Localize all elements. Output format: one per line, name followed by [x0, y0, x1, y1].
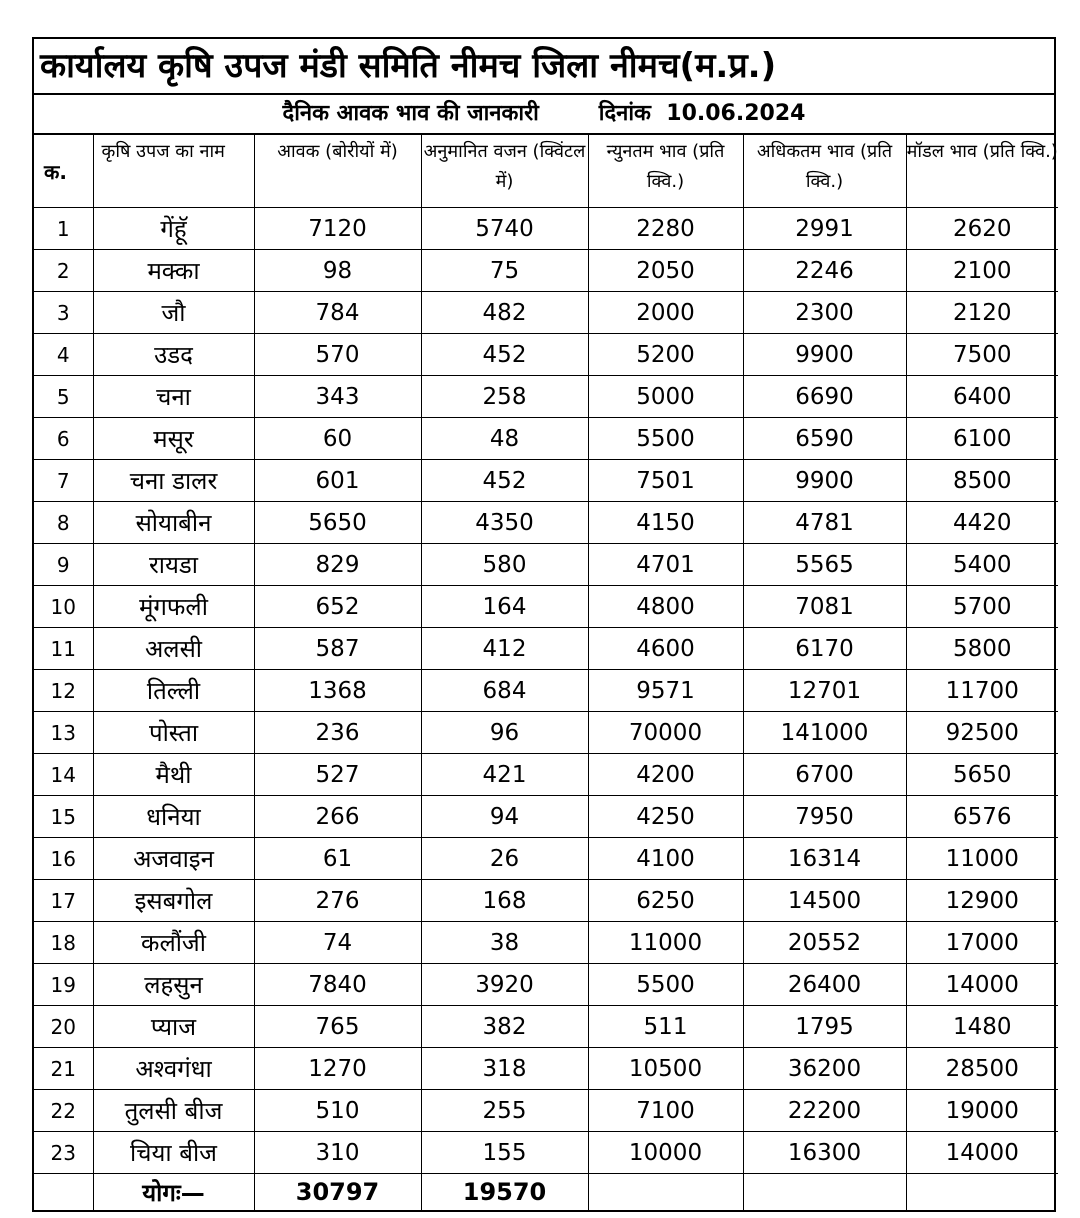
cell-min-price: 9571	[588, 670, 743, 712]
cell-weight: 48	[421, 418, 588, 460]
cell-max-price: 16314	[743, 838, 906, 880]
cell-max-price: 6690	[743, 376, 906, 418]
table-row	[34, 964, 1058, 1006]
cell-crop-name: उडद	[93, 334, 254, 376]
cell-weight: 38	[421, 922, 588, 964]
total-arrival: 30797	[254, 1174, 421, 1211]
cell-weight: 168	[421, 880, 588, 922]
cell-min-price: 7100	[588, 1090, 743, 1132]
cell-modal-price: 14000	[906, 1132, 1058, 1174]
cell-sr: 22	[34, 1090, 93, 1132]
cell-max-price: 16300	[743, 1132, 906, 1174]
cell-arrival: 5650	[254, 502, 421, 544]
cell-crop-name: अजवाइन	[93, 838, 254, 880]
cell-arrival: 7120	[254, 208, 421, 250]
cell-sr: 18	[34, 922, 93, 964]
cell-max-price: 5565	[743, 544, 906, 586]
cell-arrival: 276	[254, 880, 421, 922]
cell-arrival: 587	[254, 628, 421, 670]
price-table	[34, 135, 1058, 1210]
cell-sr: 13	[34, 712, 93, 754]
header-min-price: न्युनतम भाव (प्रति क्वि.)	[588, 135, 743, 208]
cell-weight: 4350	[421, 502, 588, 544]
cell-modal-price: 8500	[906, 460, 1058, 502]
table-row	[34, 838, 1058, 880]
cell-modal-price: 28500	[906, 1048, 1058, 1090]
cell-sr: 23	[34, 1132, 93, 1174]
cell-crop-name: गेंहूॅ	[93, 208, 254, 250]
table-row	[34, 880, 1058, 922]
cell-crop-name: रायडा	[93, 544, 254, 586]
table-row	[34, 712, 1058, 754]
cell-arrival: 652	[254, 586, 421, 628]
table-row	[34, 544, 1058, 586]
table-row	[34, 922, 1058, 964]
cell-crop-name: अलसी	[93, 628, 254, 670]
cell-min-price: 4250	[588, 796, 743, 838]
cell-min-price: 5000	[588, 376, 743, 418]
cell-crop-name: जौ	[93, 292, 254, 334]
cell-min-price: 511	[588, 1006, 743, 1048]
cell-max-price: 36200	[743, 1048, 906, 1090]
cell-weight: 3920	[421, 964, 588, 1006]
cell-crop-name: लहसुन	[93, 964, 254, 1006]
cell-modal-price: 11000	[906, 838, 1058, 880]
header-crop-name: कृषि उपज का नाम	[93, 135, 254, 208]
cell-min-price: 10500	[588, 1048, 743, 1090]
cell-modal-price: 2120	[906, 292, 1058, 334]
cell-arrival: 601	[254, 460, 421, 502]
table-row	[34, 460, 1058, 502]
cell-arrival: 1368	[254, 670, 421, 712]
cell-min-price: 5500	[588, 418, 743, 460]
cell-min-price: 4150	[588, 502, 743, 544]
cell-max-price: 7081	[743, 586, 906, 628]
cell-max-price: 6590	[743, 418, 906, 460]
table-row	[34, 1132, 1058, 1174]
cell-modal-price: 2620	[906, 208, 1058, 250]
cell-crop-name: तिल्ली	[93, 670, 254, 712]
table-body	[34, 208, 1058, 1174]
cell-min-price: 4200	[588, 754, 743, 796]
cell-arrival: 236	[254, 712, 421, 754]
header-weight: अनुमानित वजन (क्विंटल में)	[421, 135, 588, 208]
report-date: 10.06.2024	[666, 101, 806, 126]
table-header-row	[34, 135, 1058, 208]
cell-sr: 12	[34, 670, 93, 712]
total-label: योगः—	[93, 1174, 254, 1211]
cell-arrival: 7840	[254, 964, 421, 1006]
cell-weight: 94	[421, 796, 588, 838]
cell-arrival: 61	[254, 838, 421, 880]
cell-arrival: 343	[254, 376, 421, 418]
cell-arrival: 510	[254, 1090, 421, 1132]
cell-arrival: 310	[254, 1132, 421, 1174]
cell-min-price: 4800	[588, 586, 743, 628]
cell-modal-price: 17000	[906, 922, 1058, 964]
table-row	[34, 670, 1058, 712]
cell-crop-name: मक्का	[93, 250, 254, 292]
table-row	[34, 754, 1058, 796]
subtitle-text: दैनिक आवक भाव की जानकारी	[282, 101, 539, 126]
cell-min-price: 6250	[588, 880, 743, 922]
cell-crop-name: तुलसी बीज	[93, 1090, 254, 1132]
cell-sr: 8	[34, 502, 93, 544]
cell-sr: 5	[34, 376, 93, 418]
table-row	[34, 586, 1058, 628]
cell-max-price: 2246	[743, 250, 906, 292]
total-empty-max	[743, 1174, 906, 1211]
cell-sr: 16	[34, 838, 93, 880]
cell-min-price: 4600	[588, 628, 743, 670]
table-row	[34, 334, 1058, 376]
table-row	[34, 250, 1058, 292]
cell-max-price: 6170	[743, 628, 906, 670]
cell-min-price: 70000	[588, 712, 743, 754]
table-row	[34, 1090, 1058, 1132]
cell-min-price: 2000	[588, 292, 743, 334]
cell-crop-name: प्याज	[93, 1006, 254, 1048]
cell-arrival: 829	[254, 544, 421, 586]
date-label: दिनांक	[598, 101, 651, 126]
cell-weight: 412	[421, 628, 588, 670]
cell-max-price: 14500	[743, 880, 906, 922]
cell-sr: 19	[34, 964, 93, 1006]
cell-min-price: 10000	[588, 1132, 743, 1174]
header-modal-price: मॉडल भाव (प्रति क्वि.)	[906, 135, 1058, 208]
cell-crop-name: कलौंजी	[93, 922, 254, 964]
cell-min-price: 4100	[588, 838, 743, 880]
cell-max-price: 1795	[743, 1006, 906, 1048]
cell-weight: 482	[421, 292, 588, 334]
cell-crop-name: पोस्ता	[93, 712, 254, 754]
cell-modal-price: 92500	[906, 712, 1058, 754]
cell-weight: 684	[421, 670, 588, 712]
cell-max-price: 2300	[743, 292, 906, 334]
table-row	[34, 502, 1058, 544]
cell-max-price: 9900	[743, 334, 906, 376]
cell-sr: 20	[34, 1006, 93, 1048]
cell-sr: 17	[34, 880, 93, 922]
cell-min-price: 7501	[588, 460, 743, 502]
cell-arrival: 570	[254, 334, 421, 376]
cell-weight: 452	[421, 460, 588, 502]
cell-max-price: 12701	[743, 670, 906, 712]
table-row	[34, 628, 1058, 670]
cell-sr: 21	[34, 1048, 93, 1090]
cell-modal-price: 6400	[906, 376, 1058, 418]
cell-max-price: 22200	[743, 1090, 906, 1132]
cell-modal-price: 5800	[906, 628, 1058, 670]
cell-crop-name: चिया बीज	[93, 1132, 254, 1174]
cell-sr: 10	[34, 586, 93, 628]
header-max-price: अधिकतम भाव (प्रति क्वि.)	[743, 135, 906, 208]
cell-max-price: 9900	[743, 460, 906, 502]
cell-crop-name: इसबगोल	[93, 880, 254, 922]
cell-crop-name: मूंगफली	[93, 586, 254, 628]
cell-crop-name: मैथी	[93, 754, 254, 796]
cell-min-price: 2050	[588, 250, 743, 292]
cell-weight: 382	[421, 1006, 588, 1048]
cell-weight: 452	[421, 334, 588, 376]
cell-arrival: 74	[254, 922, 421, 964]
cell-modal-price: 5650	[906, 754, 1058, 796]
cell-min-price: 11000	[588, 922, 743, 964]
cell-crop-name: सोयाबीन	[93, 502, 254, 544]
total-empty-min	[588, 1174, 743, 1211]
cell-weight: 26	[421, 838, 588, 880]
cell-crop-name: अश्वगंधा	[93, 1048, 254, 1090]
cell-weight: 96	[421, 712, 588, 754]
cell-weight: 5740	[421, 208, 588, 250]
cell-weight: 580	[421, 544, 588, 586]
cell-modal-price: 6100	[906, 418, 1058, 460]
total-row	[34, 1174, 1058, 1211]
cell-weight: 421	[421, 754, 588, 796]
cell-sr: 6	[34, 418, 93, 460]
header-arrival: आवक (बोरीयों में)	[254, 135, 421, 208]
cell-min-price: 5500	[588, 964, 743, 1006]
cell-sr: 9	[34, 544, 93, 586]
cell-max-price: 4781	[743, 502, 906, 544]
cell-arrival: 527	[254, 754, 421, 796]
cell-arrival: 266	[254, 796, 421, 838]
table-row	[34, 208, 1058, 250]
cell-arrival: 98	[254, 250, 421, 292]
cell-modal-price: 6576	[906, 796, 1058, 838]
cell-sr: 14	[34, 754, 93, 796]
total-sr-cell	[34, 1174, 93, 1211]
cell-modal-price: 19000	[906, 1090, 1058, 1132]
total-weight: 19570	[421, 1174, 588, 1211]
cell-max-price: 2991	[743, 208, 906, 250]
cell-modal-price: 14000	[906, 964, 1058, 1006]
cell-sr: 4	[34, 334, 93, 376]
total-empty-modal	[906, 1174, 1058, 1211]
cell-modal-price: 5400	[906, 544, 1058, 586]
table-row	[34, 796, 1058, 838]
cell-max-price: 20552	[743, 922, 906, 964]
table-row	[34, 376, 1058, 418]
cell-max-price: 26400	[743, 964, 906, 1006]
cell-weight: 155	[421, 1132, 588, 1174]
cell-modal-price: 1480	[906, 1006, 1058, 1048]
cell-modal-price: 7500	[906, 334, 1058, 376]
cell-min-price: 5200	[588, 334, 743, 376]
cell-arrival: 60	[254, 418, 421, 460]
cell-max-price: 141000	[743, 712, 906, 754]
cell-sr: 15	[34, 796, 93, 838]
report-subtitle	[34, 95, 1054, 135]
cell-crop-name: धनिया	[93, 796, 254, 838]
cell-sr: 2	[34, 250, 93, 292]
table-row	[34, 1006, 1058, 1048]
table-row	[34, 1048, 1058, 1090]
cell-modal-price: 2100	[906, 250, 1058, 292]
cell-modal-price: 4420	[906, 502, 1058, 544]
cell-sr: 3	[34, 292, 93, 334]
cell-crop-name: मसूर	[93, 418, 254, 460]
cell-min-price: 4701	[588, 544, 743, 586]
cell-crop-name: चना	[93, 376, 254, 418]
header-sr: क.	[34, 135, 93, 208]
cell-weight: 318	[421, 1048, 588, 1090]
report-sheet	[32, 37, 1056, 1212]
cell-weight: 258	[421, 376, 588, 418]
cell-modal-price: 12900	[906, 880, 1058, 922]
cell-max-price: 6700	[743, 754, 906, 796]
cell-weight: 164	[421, 586, 588, 628]
report-title: कार्यालय कृषि उपज मंडी समिति नीमच जिला नीमच(म.प्र.)	[34, 39, 1054, 95]
cell-sr: 1	[34, 208, 93, 250]
cell-sr: 7	[34, 460, 93, 502]
cell-arrival: 765	[254, 1006, 421, 1048]
cell-modal-price: 11700	[906, 670, 1058, 712]
cell-weight: 75	[421, 250, 588, 292]
cell-weight: 255	[421, 1090, 588, 1132]
cell-arrival: 784	[254, 292, 421, 334]
cell-crop-name: चना डालर	[93, 460, 254, 502]
cell-min-price: 2280	[588, 208, 743, 250]
cell-sr: 11	[34, 628, 93, 670]
cell-max-price: 7950	[743, 796, 906, 838]
table-row	[34, 292, 1058, 334]
table-row	[34, 418, 1058, 460]
cell-arrival: 1270	[254, 1048, 421, 1090]
cell-modal-price: 5700	[906, 586, 1058, 628]
